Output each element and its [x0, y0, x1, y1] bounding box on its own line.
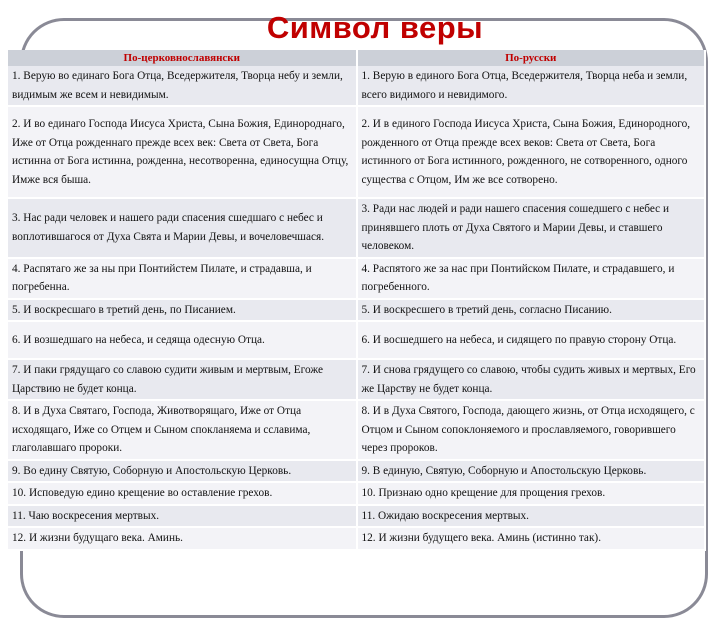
table-row — [8, 505, 705, 528]
cell-russian: 1. Верую в единого Бога Отца, Вседержителя, Творца неба и земли, всего видимого и невидимого. — [357, 66, 706, 106]
cell-church-slavonic: 3. Нас ради человек и нашего ради спасения сшедшаго с небес и воплотившагося от Духа Свята и Марии Девы, и вочеловечшася. — [8, 198, 357, 258]
column-header-russian: По-русски — [357, 50, 706, 66]
table-row — [8, 482, 705, 505]
cell-russian: 6. И восшедшего на небеса, и сидящего по правую сторону Отца. — [357, 321, 706, 359]
table-header — [8, 50, 705, 66]
cell-church-slavonic: 11. Чаю воскресения мертвых. — [8, 505, 357, 528]
table-row — [8, 258, 705, 299]
cell-church-slavonic: 8. И в Духа Святаго, Господа, Животворящаго, Иже от Отца исходящаго, Иже со Отцем и Сыном спокланяема и сславима, глаголавшаго пророки. — [8, 400, 357, 460]
table-row — [8, 359, 705, 400]
table-row — [8, 460, 705, 483]
cell-russian: 12. И жизни будущего века. Аминь (истинно так). — [357, 527, 706, 550]
cell-church-slavonic: 5. И воскресшаго в третий день, по Писанием. — [8, 299, 357, 322]
table-row — [8, 299, 705, 322]
cell-russian: 8. И в Духа Святого, Господа, дающего жизнь, от Отца исходящего, с Отцом и Сыном сопоклоняемого и прославляемого, говорившего через пророков. — [357, 400, 706, 460]
cell-church-slavonic: 9. Во едину Святую, Соборную и Апостольскую Церковь. — [8, 460, 357, 483]
cell-church-slavonic: 4. Распятаго же за ны при Понтийстем Пилате, и страдавша, и погребенна. — [8, 258, 357, 299]
cell-russian: 3. Ради нас людей и ради нашего спасения сошедшего с небес и принявшего плоть от Духа Святого и Марии Девы, и ставшего человеком. — [357, 198, 706, 258]
cell-church-slavonic: 12. И жизни будущаго века. Аминь. — [8, 527, 357, 550]
cell-church-slavonic: 10. Исповедую едино крещение во оставление грехов. — [8, 482, 357, 505]
table-row — [8, 198, 705, 258]
cell-russian: 5. И воскресшего в третий день, согласно Писанию. — [357, 299, 706, 322]
table-row — [8, 527, 705, 550]
page-title: Символ веры — [266, 10, 484, 45]
cell-church-slavonic: 7. И паки грядущаго со славою судити живым и мертвым, Егоже Царствию не будет конца. — [8, 359, 357, 400]
cell-russian: 7. И снова грядущего со славою, чтобы судить живых и мертвых, Его же Царству не будет конца. — [357, 359, 706, 400]
cell-church-slavonic: 6. И возшедшаго на небеса, и седяща одесную Отца. — [8, 321, 357, 359]
cell-church-slavonic: 1. Верую во единаго Бога Отца, Вседержителя, Творца небу и земли, видимым же всем и невидимым. — [8, 66, 357, 106]
table-row — [8, 66, 705, 106]
table-row — [8, 106, 705, 198]
cell-church-slavonic: 2. И во единаго Господа Иисуса Христа, Сына Божия, Единороднаго, Иже от Отца рожденнаго прежде всех век: Света от Света, Бога истинна от Бога истинна, рожденна, несотворенна, единосущна Отцу, Имже вся быша. — [8, 106, 357, 198]
cell-russian: 9. В единую, Святую, Соборную и Апостольскую Церковь. — [357, 460, 706, 483]
cell-russian: 10. Признаю одно крещение для прощения грехов. — [357, 482, 706, 505]
table-row — [8, 400, 705, 460]
creed-table — [8, 50, 706, 551]
cell-russian: 2. И в единого Господа Иисуса Христа, Сына Божия, Единородного, рожденного от Отца прежде всех веков: Света от Света, Бога истинного от Бога истинного, рожденного, не сотворенного, одного существа с Отцом, Им же все сотворено. — [357, 106, 706, 198]
table-row — [8, 321, 705, 359]
column-header-church-slavonic: По-церковнославянски — [8, 50, 357, 66]
cell-russian: 11. Ожидаю воскресения мертвых. — [357, 505, 706, 528]
cell-russian: 4. Распятого же за нас при Понтийском Пилате, и страдавшего, и погребенного. — [357, 258, 706, 299]
